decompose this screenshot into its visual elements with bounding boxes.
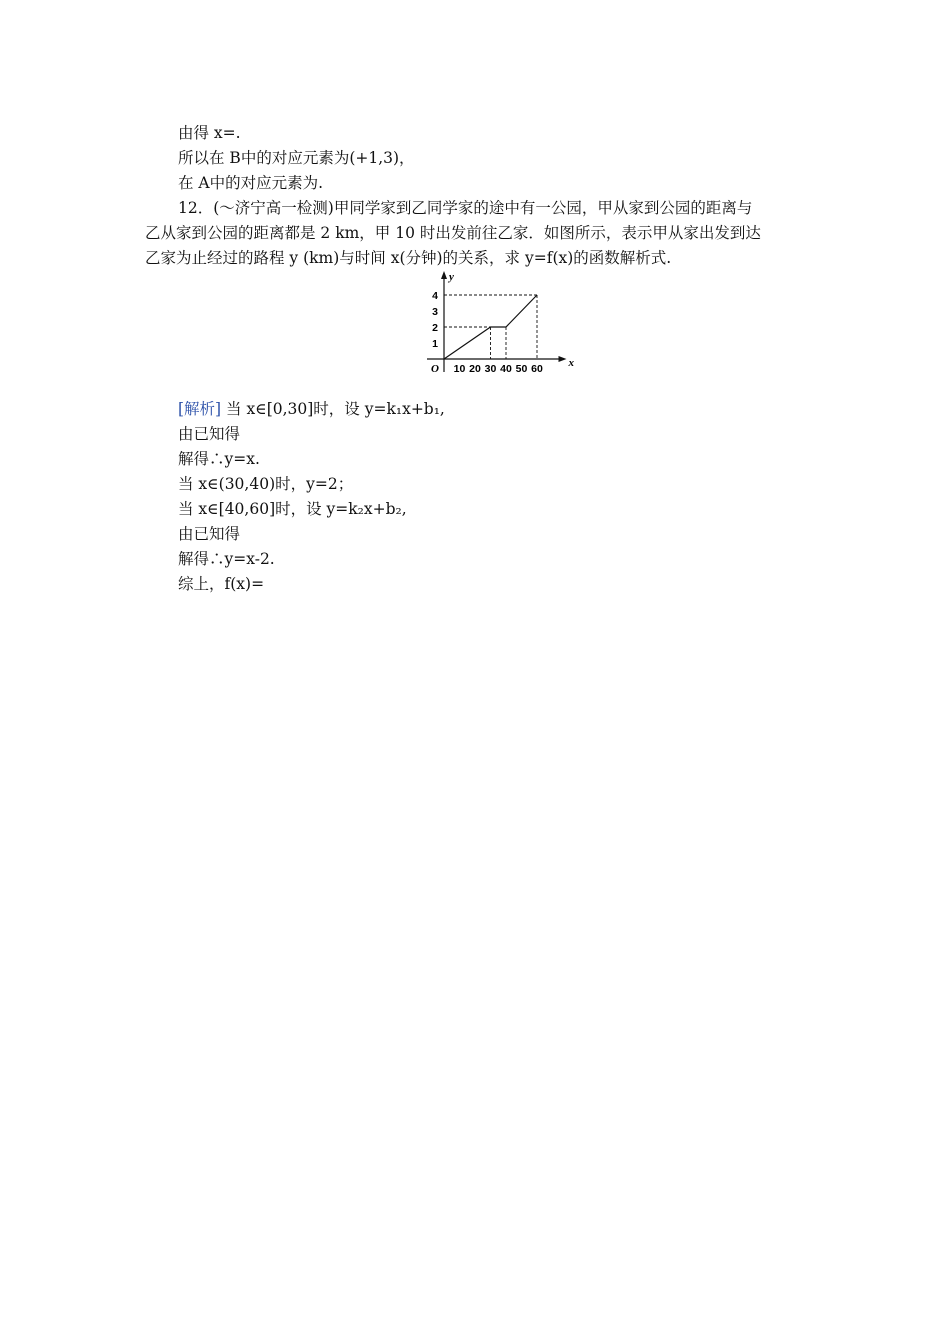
solution-line-6: 由已知得 (178, 525, 241, 543)
solution-line-8: 综上，f(x)= (178, 575, 265, 593)
x-axis-arrow (559, 356, 567, 362)
solution-text-1: 当 x∈[0,30]时，设 y=k₁x+b₁, (226, 400, 445, 418)
y-axis-label: y (449, 271, 454, 283)
solution-tag: [解析] (178, 400, 222, 418)
question-12-line-1: 12．(～济宁高一检测)甲同学家到乙同学家的途中有一公园，甲从家到公园的距离与 (178, 199, 753, 217)
text-line-3: 在 A中的对应元素为. (178, 174, 324, 192)
y-axis-arrow (441, 271, 447, 279)
x-tick-label-50: 50 (515, 363, 528, 375)
distance-time-graph (425, 270, 575, 378)
x-tick-label-60: 60 (531, 363, 543, 375)
solution-line-4: 当 x∈(30,40)时，y=2； (178, 475, 354, 493)
text-line-1: 由得 x=. (178, 124, 241, 142)
question-12-line-3: 乙家为止经过的路程 y (km)与时间 x(分钟)的关系，求 y=f(x)的函数解析式. (145, 249, 672, 267)
y-tick-label-1: 1 (432, 338, 438, 350)
question-12-line-2: 乙从家到公园的距离都是 2 km，甲 10 时出发前往乙家．如图所示，表示甲从家出发到达 (145, 224, 761, 242)
x-tick-label-40: 40 (500, 363, 512, 375)
x-tick-label-30: 30 (484, 363, 497, 375)
solution-line-7: 解得∴y=x-2. (178, 550, 275, 568)
origin-label: O (431, 363, 439, 375)
text-line-2: 所以在 B中的对应元素为(+1,3)， (178, 149, 415, 167)
graph-axes (427, 271, 575, 375)
x-tick-label-10: 10 (453, 363, 466, 375)
solution-line-5: 当 x∈[40,60]时，设 y=k₂x+b₂, (178, 500, 407, 518)
graph-ticks (432, 290, 543, 375)
solution-line-2: 由已知得 (178, 425, 241, 443)
y-tick-label-4: 4 (432, 290, 438, 302)
y-tick-label-2: 2 (432, 322, 438, 334)
solution-line-1 (178, 399, 445, 419)
y-tick-label-3: 3 (432, 306, 438, 318)
x-tick-label-20: 20 (469, 363, 481, 375)
x-axis-label: x (568, 357, 574, 369)
solution-line-3: 解得∴y=x. (178, 450, 260, 468)
